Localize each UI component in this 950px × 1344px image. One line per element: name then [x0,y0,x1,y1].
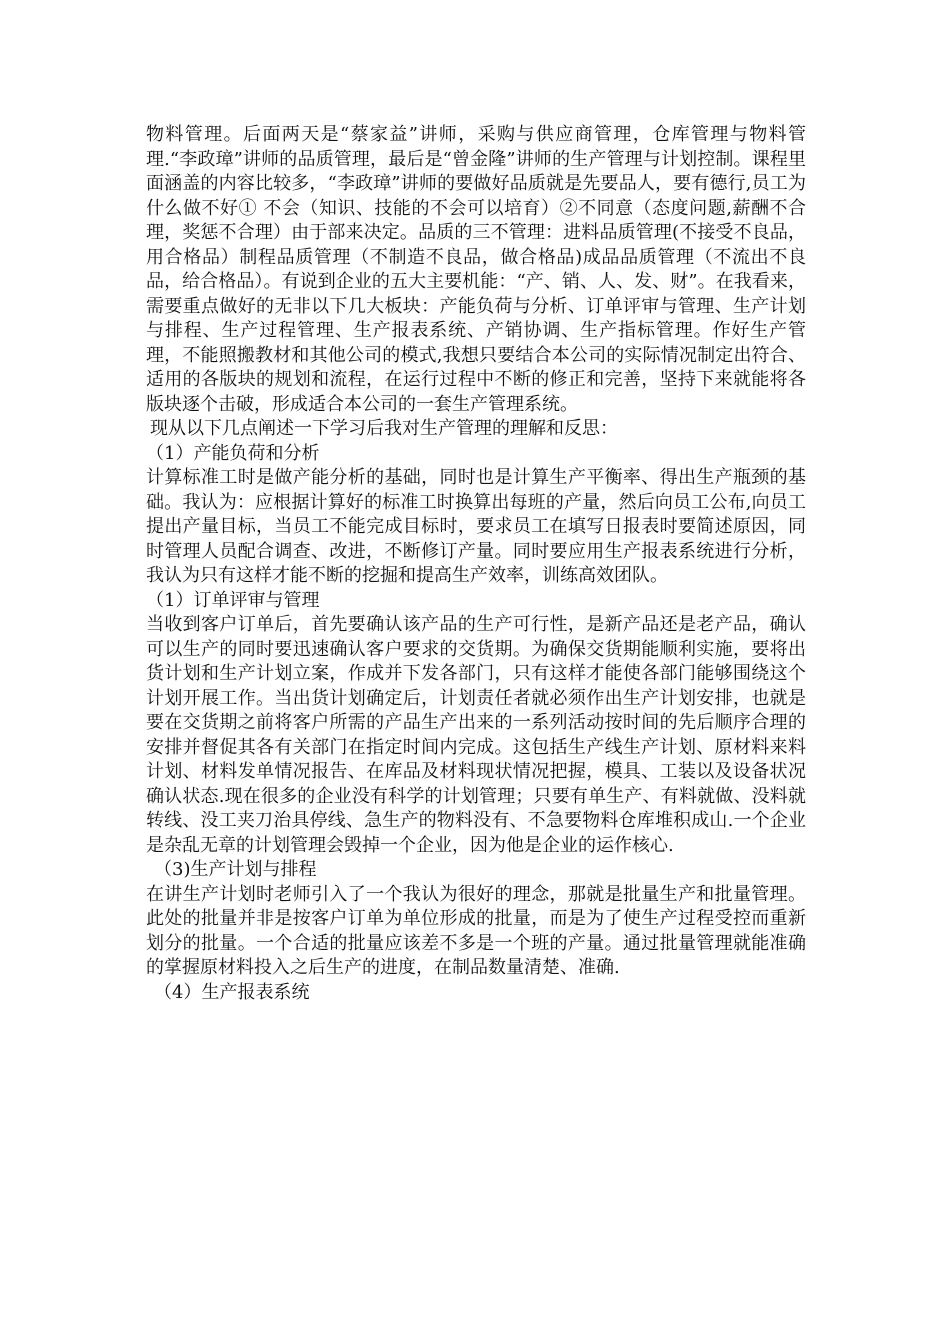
section-heading-order-review: （1）订单评审与管理 [146,589,320,611]
document-page [146,123,806,1005]
reflection-lead-in: 现从以下几点阐述一下学习后我对生产管理的理解和反思： [150,418,618,439]
section-heading-reports: （4）生产报表系统 [154,981,310,1003]
section-heading-capacity: （1）产能负荷和分析 [146,442,320,464]
section-heading-planning: （3)生产计划与排程 [154,859,317,880]
order-review-paragraph: 当收到客户订单后，首先要确认该产品的生产可行性，是新产品还是老产品，确认可以生产的同时要迅速确认客户要求的交货期。为确保交货期能顺利实施，要将出货计划和生产计划立案，作成并下发各部门，只有这样才能使各部门能够围绕这个计划开展工作。当出货计划确定后，计划责任者就必须作出生产计划安排，也就是要在交货期之前将客户所需的产品生产出来的一系列活动按时间的先后顺序合理的安排并督促其各有关部门在指定时间内完成。这包括生产线生产计划、原材料来料计划、材料发单情况报告、在库品及材料现状情况把握，模具、工装以及设备状况确认状态.现在很多的企业没有科学的计划管理；只要有单生产、有料就做、没料就转线、没工夹刀治具停线、急生产的物料没有、不急要物料仓库堆积成山.一个企业是杂乱无章的计划管理会毁掉一个企业，因为他是企业的运作核心. [146,614,806,856]
planning-paragraph: 在讲生产计划时老师引入了一个我认为很好的理念，那就是批量生产和批量管理。此处的批量并非是按客户订单为单位形成的批量，而是为了使生产过程受控而重新划分的批量。一个合适的批量应该差不多是一个班的产量。通过批量管理就能准确的掌握原材料投入之后生产的进度，在制品数量清楚、准确. [146,883,806,978]
intro-paragraph: 物料管理。后面两天是“蔡家益”讲师，采购与供应商管理，仓库管理与物料管理.“李政璋”讲师的品质管理，最后是“曾金隆”讲师的生产管理与计划控制。课程里面涵盖的内容比较多，“李政璋”讲师的要做好品质就是先要品人，要有德行,员工为什么做不好① 不会（知识、技能的不会可以培育）②不同意（态度问题,薪酬不合理，奖惩不合理）由于部来决定。品质的三不管理：进料品质管理(不接受不良品，用合格品）制程品质管理（不制造不良品，做合格品)成品品质管理（不流出不良品，给合格品）。有说到企业的五大主要机能：“产、销、人、发、财”。在我看来，需要重点做好的无非以下几大板块：产能负荷与分析、订单评审与管理、生产计划与排程、生产过程管理、生产报表系统、产销协调、生产指标管理。作好生产管理，不能照搬教材和其他公司的模式,我想只要结合本公司的实际情况制定出符合、适用的各版块的规划和流程，在运行过程中不断的修正和完善，坚持下来就能将各版块逐个击破，形成适合本公司的一套生产管理系统。 [146,124,806,415]
capacity-paragraph: 计算标准工时是做产能分析的基础，同时也是计算生产平衡率、得出生产瓶颈的基础。我认为：应根据计算好的标准工时换算出每班的产量，然后向员工公布,向员工提出产量目标，当员工不能完成目标时，要求员工在填写日报表时要简述原因，同时管理人员配合调查、改进，不断修订产量。同时要应用生产报表系统进行分析，我认为只有这样才能不断的挖掘和提高生产效率，训练高效团队。 [146,467,806,586]
